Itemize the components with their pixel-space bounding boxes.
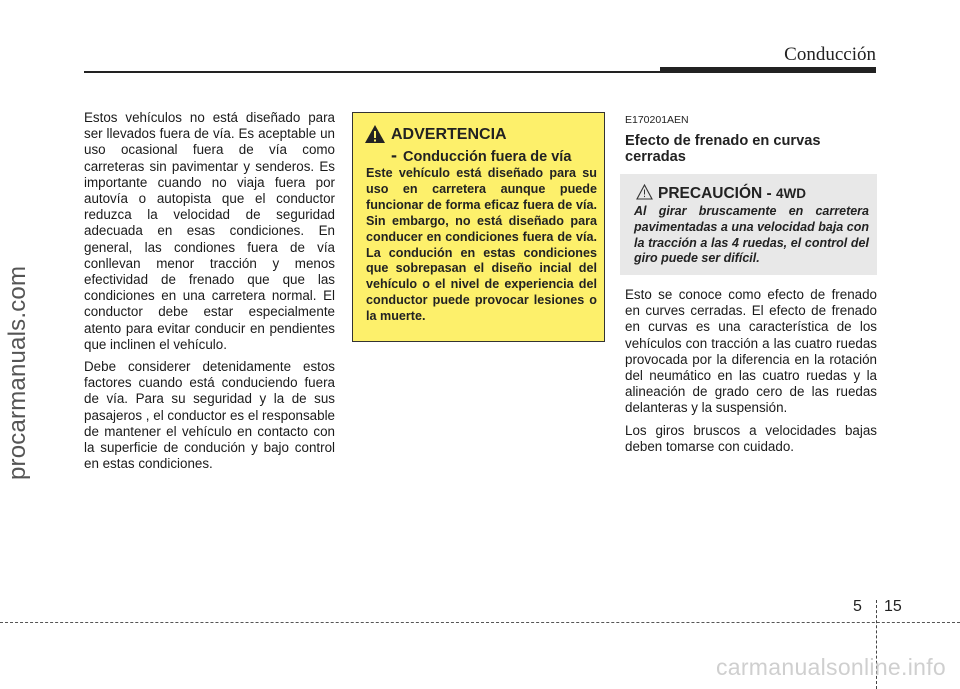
caution-title [658,185,806,203]
section-title: Efecto de frenado en curvas cerradas [625,133,821,165]
left-column [84,110,335,478]
bottom-watermark: carmanualsonline.info [715,654,946,680]
caution-body: Al girar bruscamente en carretera pavimentadas a una velocidad baja con la tracción a las 4 ruedas, el control del giro puede ser difícil. [634,204,869,266]
left-paragraph-2: Debe considerer detenidamente estos factores cuando está conduciendo fuera de vía. Para su seguridad y la de sus pasajeros , el conductor es el responsable de mantener el vehículo en contacto con la superficie de condución y bajo control en estas condiciones. [84,359,335,472]
warning-triangle-icon [364,124,386,144]
warning-subtitle: Conducción fuera de vía [403,149,572,165]
header-rule [84,71,660,73]
header-title: Conducción [784,44,876,65]
caution-title-suffix: 4WD [775,186,806,201]
caution-title-text: PRECAUCIÓN - [658,185,772,202]
right-column-header [625,110,877,165]
right-paragraph-1: Esto se conoce como efecto de frenado en curves cerradas. El efecto de frenado en curvas es una característica de los vehículos con tracción a las cuatro ruedas provocada por la diferencia en la rotación del neumático en las cuatro ruedas y la alineación de grado cero de las ruedas delanteras y la suspensión. [625,287,877,416]
caution-box [620,174,877,275]
warning-box [352,112,605,342]
section-code: E170201AEN [625,114,689,126]
right-paragraph-2: Los giros bruscos a velocidades bajas deben tomarse con cuidado. [625,422,877,454]
page-number: 15 [884,598,902,615]
warning-title: ADVERTENCIA [391,126,507,143]
warning-subtitle-row [391,145,571,166]
right-column-body [625,287,877,461]
caution-triangle-icon [636,184,653,200]
warning-body: Este vehículo está diseñado para su uso en carretera aunque puede funcionar de forma eficaz fuera de vía. Sin embargo, no está diseñado para conducer en condiciones fuera de vía. La condución en estas condiciones que sobrepasan el diseño incial del vehículo o el nivel de experiencia del conductor puede provocar lesiones o la muerte. [366,166,597,324]
footer-rule [0,622,960,623]
side-watermark: procarmanuals.com [4,265,31,480]
warning-dash: - [391,145,397,165]
header-rule-accent [660,67,876,73]
chapter-number: 5 [853,598,862,615]
left-paragraph-1: Estos vehículos no está diseñado para ser llevados fuera de vía. Es aceptable un uso ocasional fuera de vía como carreteras sin pavimentar y senderos. Es importante cuando no viaja fuera por autovía o autopista que el conductor reduzca la velocidad de seguridad adecuada en esas condiciones. En general, las condiones fuera de vía conllevan menor tracción y menos efectividad de frenado que que las condiciones en una carretera normal. El conductor debe estar especialmente atento para evitar conducir en pendientes que inclinen el vehículo. [84,110,335,352]
